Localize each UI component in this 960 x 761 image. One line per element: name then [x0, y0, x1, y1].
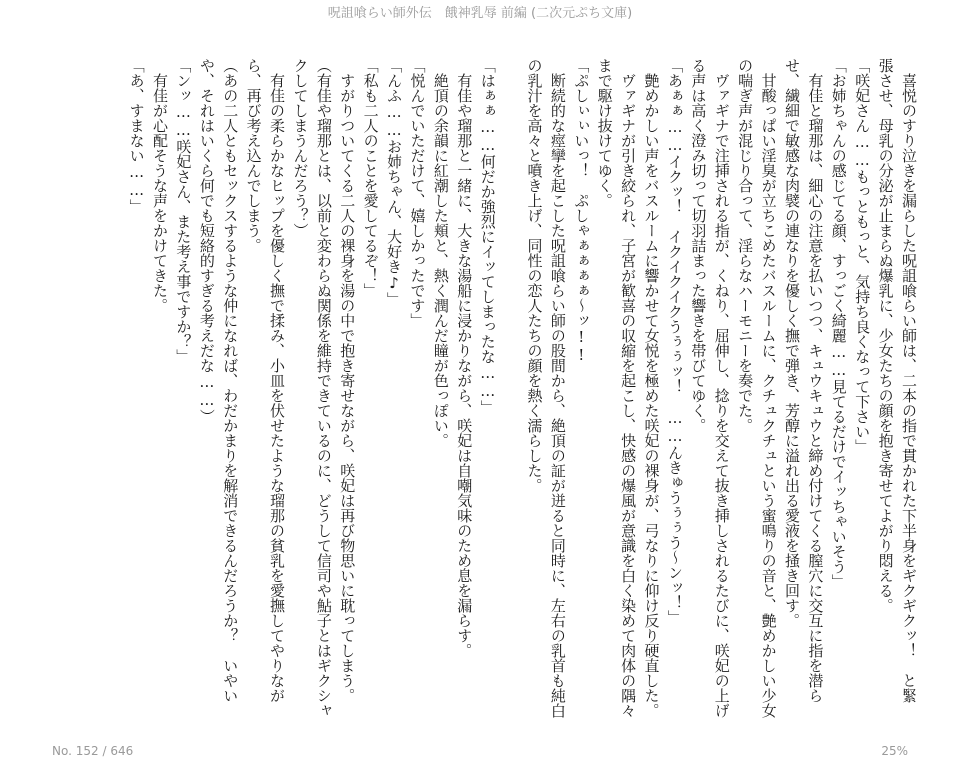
- text-line: 「私も二人のことを愛してるぞ！」: [361, 58, 380, 298]
- text-line: まで駆け抜けてゆく。: [595, 58, 614, 208]
- text-line: 「ぷしぃぃいっ！ ぷしゃぁぁぁぁ〜ッ!!: [572, 58, 591, 364]
- text-line: すがりついてくる二人の裸身を湯の中で抱き寄せながら、咲妃は再び物思いに耽ってしまう。: [338, 58, 357, 703]
- text-line: 「咲妃さん……もっともっと、気持ち良くなって下さい」: [853, 58, 872, 454]
- text-line: 有佳や瑠那と一緒に、大きな湯船に浸かりながら、咲妃は自嘲気味のため息を漏らす。: [455, 58, 474, 658]
- text-line: クしてしまうんだろう？）: [291, 58, 310, 238]
- text-line: 甘酸っぱい淫臭が立ちこめたバスルームに、クチュクチュという蜜鳴りの音と、艶めかしい少女: [759, 58, 778, 718]
- text-line: 「んふ……お姉ちゃん、大好き♪」: [385, 58, 404, 307]
- text-line: 有佳の柔らかなヒップを優しく撫で揉み、小皿を伏せたような瑠那の貧乳を愛撫してやりなが: [268, 58, 287, 703]
- text-line: 絶頂の余韻に紅潮した頬と、熱く潤んだ瞳が色っぽい。: [431, 58, 450, 448]
- location-indicator: No. 152 / 646: [52, 744, 134, 758]
- text-line: （あの二人ともセックスするような仲になれば、わだかまりを解消できるんだろうか？ いやい: [221, 58, 240, 703]
- text-line: 「あ、すまない……」: [127, 58, 146, 214]
- text-line: （有佳や瑠那とは、以前と変わらぬ関係を維持できているのに、どうして信司や鮎子とはギクシャ: [314, 58, 333, 718]
- text-line: 「あぁぁ……イクッ！ イクイクイクうぅぅッ！ ……んきゅうぅぅう〜ンッ！」: [665, 58, 684, 625]
- text-line: [499, 58, 522, 718]
- text-line: ヴァギナで注挿される指が、くねり、屈伸し、捻りを交えて抜き挿しされるたびに、咲妃の上げ: [712, 58, 731, 718]
- text-line: 「悦んでいただけて、嬉しかったです」: [408, 58, 427, 328]
- text-line: や、それはいくら何でも短絡的すぎる考えだな……）: [197, 58, 216, 424]
- text-line: 「お姉ちゃんの感じてる顔、すっごく綺麗……見てるだけでイッちゃいそう」: [829, 58, 848, 589]
- text-line: 有佳が心配そうな声をかけてきた。: [151, 58, 169, 313]
- text-line: る声は高く澄み切って切羽詰まった響きを帯びてゆく。: [689, 58, 708, 433]
- text-line: 張させ、母乳の分泌が止まらぬ爆乳に、少女たちの顔を抱き寄せてよがり悶える。: [876, 58, 895, 613]
- text-line: 喜悦のすり泣きを漏らした呪詛喰らい師は、二本の指で貫かれた下半身をギクギクッ！ と緊: [900, 58, 918, 703]
- text-line: 有佳と瑠那は、細心の注意を払いつつ、キュウキュウと締め付けてくる膣穴に交互に指を潜ら: [806, 58, 825, 703]
- text-line: 「ンッ……咲妃さん、また考え事ですか？」: [174, 58, 193, 364]
- text-line: せ、繊細で敏感な肉襞の連なりを優しく撫で弾き、芳醇に溢れ出る愛液を掻き回す。: [782, 58, 801, 628]
- text-line: の乳汁を高々と噴き上げ、同性の恋人たちの顔を熱く濡らした。: [525, 58, 544, 493]
- text-line: 断続的な痙攣を起こした呪詛喰らい師の股間から、絶頂の証が迸ると同時に、左右の乳首も純白: [548, 58, 567, 718]
- text-line: ヴァギナが引き絞られ、子宮が歓喜の収縮を起こし、快感の爆風が意識を白く染めて肉体の隅々: [619, 58, 638, 718]
- text-line: 艶めかしい声をバスルームに響かせて女悦を極めた咲妃の裸身が、弓なりに仰け反り硬直した。: [642, 58, 661, 718]
- text-line: の喘ぎ声が混じり合って、淫らなハーモニーを奏でた。: [736, 58, 755, 433]
- reading-progress-percent: 25%: [881, 744, 908, 758]
- text-line: 「はぁぁ……何だか強烈にイッてしまったな……」: [478, 58, 497, 415]
- page-text: [58, 58, 920, 718]
- book-title: 呪詛喰らい師外伝 餓神乳辱 前編 (二次元ぷち文庫): [327, 6, 633, 21]
- text-line: ら、再び考え込んでしまう。: [244, 58, 263, 253]
